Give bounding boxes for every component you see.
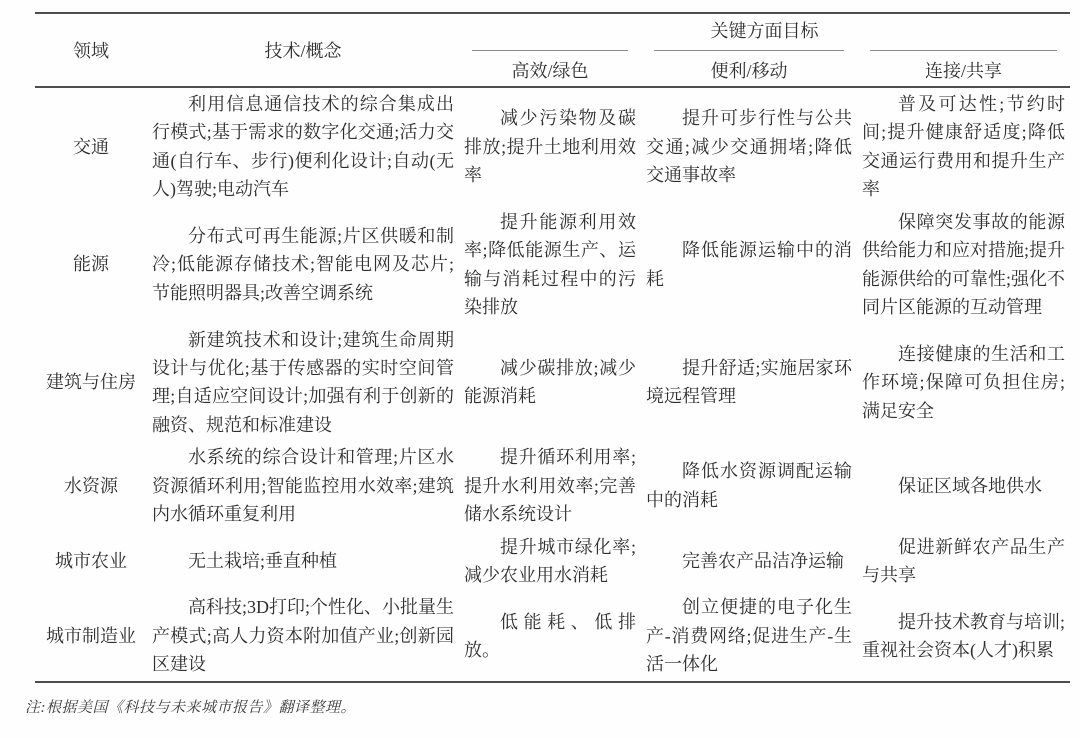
cell-efficient: 提升能源利用效率;降低能源生产、运输与消耗过程中的污染排放 [464,211,636,318]
cell-convenient: 创立便捷的电子化生产-消费网络;促进生产-生活一体化 [646,597,852,675]
header-domain: 领域 [35,13,147,87]
header-row-top [35,13,1070,50]
cell-domain: 交通 [73,136,109,157]
table-row-buildings-housing [35,324,1070,442]
cell-tech: 分布式可再生能源;片区供暖和制冷;低能源存储技术;智能电网及芯片;节能照明器具;改善空调系统 [152,225,454,303]
header-sub-connected-shared: 连接/共享 [857,50,1070,87]
cell-connected: 连接健康的生活和工作环境;保障可负担住房;满足安全 [862,343,1066,421]
cell-connected: 保证区域各地供水 [898,475,1042,496]
cell-domain: 建筑与住房 [46,372,136,393]
cell-connected: 普及可达性;节约时间;提升健康舒适度;降低交通运行费用和提升生产率 [862,94,1066,200]
cell-efficient: 减少污染物及碳排放;提升土地利用效率 [464,108,636,186]
cell-domain: 城市农业 [55,550,127,571]
cell-convenient: 降低水资源调配运输中的消耗 [646,461,852,510]
header-tech-concept: 技术/概念 [147,13,459,87]
cell-tech: 新建筑技术和设计;建筑生命周期设计与优化;基于传感器的实时空间管理;自适应空间设计;加强有利于创新的融资、规范和标准建设 [152,329,454,435]
cell-tech: 水系统的综合设计和管理;片区水资源循环利用;智能监控用水效率;建筑内水循环重复利用 [152,447,454,525]
cell-tech: 高科技;3D打印;个性化、小批量生产模式;高人力资本附加值产业;创新园区建设 [152,597,454,675]
document-page [0,12,1080,738]
table-row-energy [35,206,1070,324]
cell-efficient: 减少碳排放;减少能源消耗 [464,357,636,407]
header-key-goals: 关键方面目标 [710,21,819,41]
table-row-transport [35,87,1070,206]
cell-convenient: 降低能源运输中的消耗 [646,240,852,289]
cell-tech: 利用信息通信技术的综合集成出行模式;基于需求的数字化交通;活力交通(自行车、步行)便利化设计;自动(无人)驾驶;电动汽车 [152,94,454,200]
cell-efficient: 提升循环利用率;提升水利用效率;完善储水系统设计 [464,447,636,525]
table-footnote: 注:根据美国《科技与未来城市报告》翻译整理。 [25,699,356,716]
cell-convenient: 提升舒适;实施居家环境远程管理 [646,357,852,407]
table-body [35,87,1070,682]
cell-efficient: 低能耗、低排放。 [464,611,636,661]
cell-tech: 无土栽培;垂直种植 [188,550,338,571]
cell-connected: 提升技术教育与培训;重视社会资本(人才)积累 [862,611,1066,661]
table-row-water [35,441,1070,530]
cell-efficient: 提升城市绿化率;减少农业用水消耗 [464,536,636,585]
cell-convenient: 提升可步行性与公共交通;减少交通拥堵;降低交通事故率 [646,108,852,186]
cell-convenient: 完善农产品洁净运输 [682,550,844,571]
table-row-urban-agriculture [35,531,1070,592]
header-sub-efficient-green: 高效/绿色 [459,50,641,87]
cell-connected: 促进新鲜农产品生产与共享 [862,536,1066,585]
cell-connected: 保障突发事故的能源供给能力和应对措施;提升能源供给的可靠性;强化不同片区能源的互动管理 [862,211,1066,318]
cell-domain: 城市制造业 [46,625,136,646]
header-sub-convenient-mobile: 便利/移动 [641,50,857,87]
cell-domain: 水资源 [64,475,118,496]
table-row-urban-manufacturing [35,591,1070,681]
table-header [35,13,1070,87]
smart-city-tech-goals-table [35,12,1070,683]
cell-domain: 能源 [73,254,109,275]
